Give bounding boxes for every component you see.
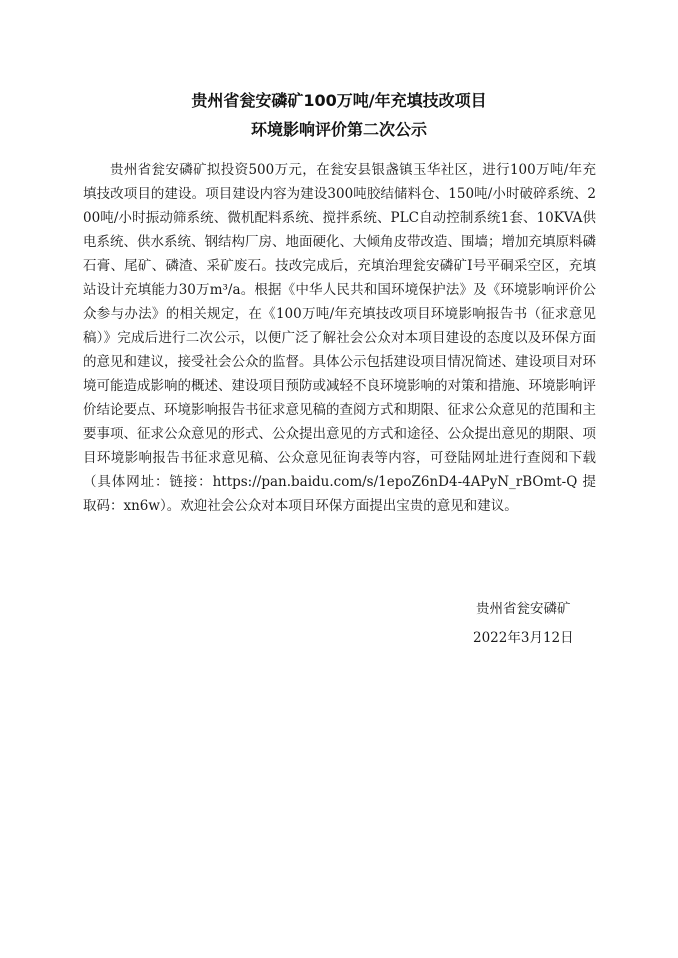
document-title: 贵州省瓮安磷矿100万吨/年充填技改项目 bbox=[191, 91, 487, 110]
signature-organization: 贵州省瓮安磷矿 bbox=[476, 601, 571, 617]
signature-date: 2022年3月12日 bbox=[473, 630, 574, 646]
document-subtitle: 环境影响评价第二次公示 bbox=[250, 120, 427, 139]
announcement-body: 贵州省瓮安磷矿拟投资500万元，在瓮安县银盏镇玉华社区，进行100万吨/年充填技改项目的建设。项目建设内容为建设300吨胶结储料仓、150吨/小时破碎系统、200吨/小时振动筛系统、微机配料系统、搅拌系统、PLC自动控制系统1套、10KVA供电系统、供水系统、钢结构厂房、地面硬化、大倾角皮带改造、围墙；增加充填原料磷石膏、尾矿、磷渣、采矿废石。技改完成后，充填治理瓮安磷矿Ⅰ号平硐采空区，充填站设计充填能力30万m³/a。根据《中华人民共和国环境保护法》及《环境影响评价公众参与办法》的相关规定，在《100万吨/年充填技改项目环境影响报告书（征求意见稿）》完成后进行二次公示，以便广泛了解社会公众对本项目建设的态度以及环保方面的意见和建议，接受社会公众的监督。具体公示包括建设项目情况简述、建设项目对环境可能造成影响的概述、建设项目预防或减轻不良环境影响的对策和措施、环境影响评价结论要点、环境影响报告书征求意见稿的查阅方式和期限、征求公众意见的范围和主要事项、征求公众意见的形式、公众提出意见的方式和途径、公众提出意见的期限、项目环境影响报告书征求意见稿、公众意见征询表等内容，可登陆网址进行查阅和下载（具体网址：链接：https://pan.baidu.com/s/1epoZ6nD4-4APyN_rBOmt-Q 提取码：xn6w）。欢迎社会公众对本项目环保方面提出宝贵的意见和建议。 bbox=[83, 162, 596, 514]
